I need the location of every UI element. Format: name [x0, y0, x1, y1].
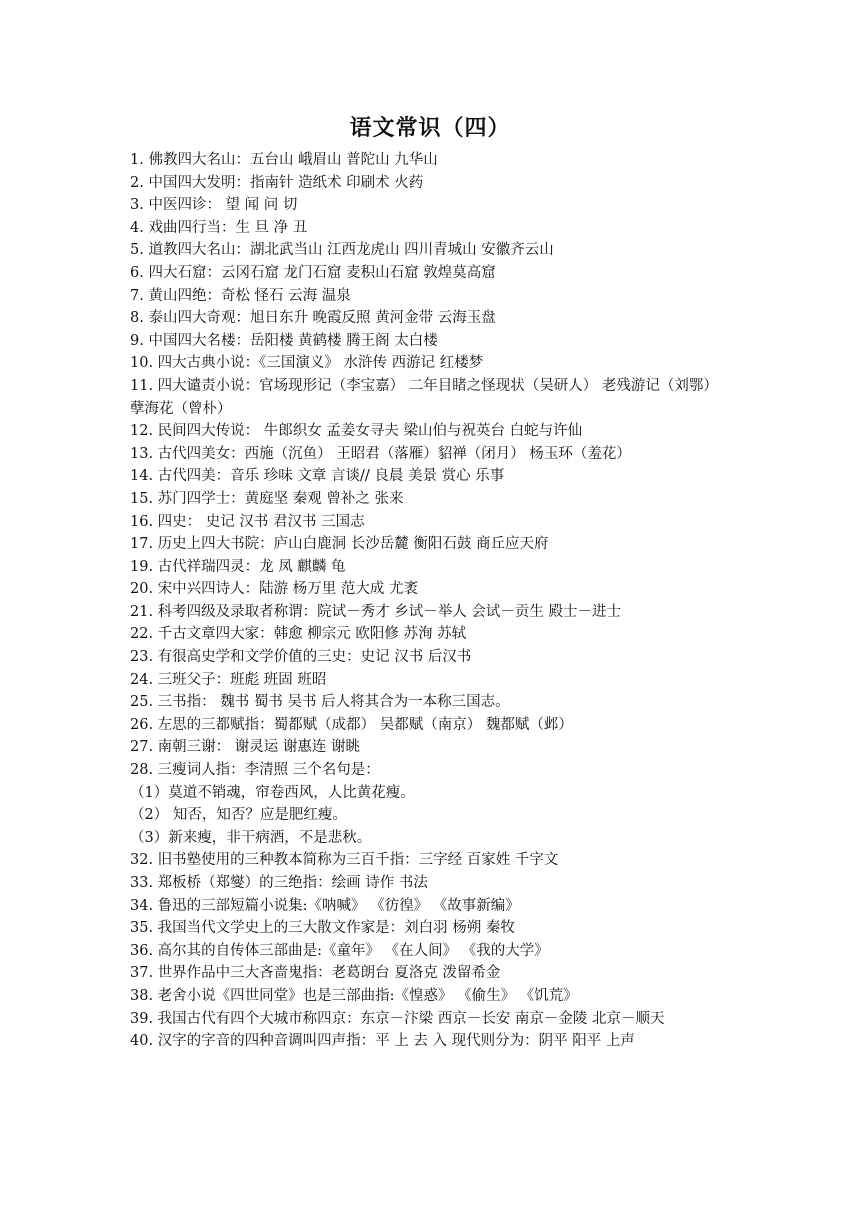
- list-item: 27. 南朝三谢： 谢灵运 谢惠连 谢眺: [130, 739, 360, 756]
- list-item: 25. 三书指： 魏书 蜀书 吴书 后人将其合为一本称三国志。: [130, 694, 510, 711]
- list-item: 23. 有很高史学和文学价值的三史：史记 汉书 后汉书: [130, 649, 472, 666]
- list-item: 36. 高尔其的自传体三部曲是:《童年》 《在人间》 《我的大学》: [130, 942, 549, 959]
- list-item: 16. 四史： 史记 汉书 君汉书 三国志: [130, 513, 365, 530]
- list-item: 3. 中医四诊： 望 闻 问 切: [130, 197, 298, 214]
- list-item: 34. 鲁迅的三部短篇小说集:《呐喊》 《彷徨》 《故事新编》: [130, 897, 520, 914]
- list-item: 26. 左思的三都赋指：蜀都赋（成都） 吴都赋（南京） 魏都赋（邺）: [130, 716, 573, 733]
- list-item: 17. 历史上四大书院：庐山白鹿洞 长沙岳麓 衡阳石鼓 商丘应天府: [130, 536, 549, 553]
- list-item: 21. 科考四级及录取者称谓：院试－秀才 乡试－举人 会试－贡生 殿士－进士: [130, 603, 621, 620]
- list-item: 12. 民间四大传说： 牛郎织女 孟姜女寻夫 梁山伯与祝英台 白蛇与许仙: [130, 423, 583, 440]
- list-item: 11. 四大谴责小说：官场现形记（李宝嘉） 二年目睹之怪现状（吴研人） 老残游记（刘鄂）: [130, 377, 718, 394]
- list-item: 22. 千古文章四大家：韩愈 柳宗元 欧阳修 苏洵 苏轼: [130, 626, 467, 643]
- list-item: 6. 四大石窟：云冈石窟 龙门石窟 麦积山石窟 敦煌莫高窟: [130, 264, 496, 281]
- list-item: 7. 黄山四绝：奇松 怪石 云海 温泉: [130, 287, 351, 304]
- list-item: 5. 道教四大名山：湖北武当山 江西龙虎山 四川青城山 安徽齐云山: [130, 242, 554, 259]
- list-item: 39. 我国古代有四个大城市称四京：东京－汴梁 西京－长安 南京－金陵 北京－顺天: [130, 1010, 665, 1027]
- list-item: 10. 四大古典小说：《三国演义》 水浒传 西游记 红楼梦: [130, 355, 484, 372]
- list-item: 1. 佛教四大名山：五台山 峨眉山 普陀山 九华山: [130, 152, 438, 168]
- list-item: 35. 我国当代文学史上的三大散文作家是：刘白羽 杨朔 秦牧: [130, 920, 515, 937]
- list-item: 38. 老舍小说《四世同堂》也是三部曲指:《惶惑》 《偷生》 《饥荒》: [130, 987, 578, 1004]
- list-item: 8. 泰山四大奇观：旭日东升 晚霞反照 黄河金带 云海玉盘: [130, 310, 496, 327]
- list-item: 28. 三瘦词人指：李清照 三个名句是：: [130, 762, 380, 779]
- list-item: 2. 中国四大发明：指南针 造纸术 印刷术 火药: [130, 174, 424, 191]
- list-item: （2） 知否，知否？应是肥红瘦。: [130, 807, 347, 824]
- list-item: 32. 旧书塾使用的三种教本简称为三百千指：三字经 百家姓 千字文: [130, 852, 559, 869]
- list-item: 4. 戏曲四行当：生 旦 净 丑: [130, 219, 308, 236]
- document-title: 语文常识（四）: [349, 115, 511, 141]
- list-item: 40. 汉字的字音的四种音调叫四声指：平 上 去 入 现代则分为：阴平 阳平 上声: [130, 1033, 635, 1050]
- document-body: [130, 149, 734, 1053]
- list-item: 9. 中国四大名楼：岳阳楼 黄鹤楼 腾王阁 太白楼: [130, 332, 438, 349]
- list-item: 15. 苏门四学士：黄庭坚 秦观 曾补之 张来: [130, 490, 404, 507]
- list-item: 37. 世界作品中三大吝啬鬼指：老葛朗台 夏洛克 泼留希金: [130, 965, 501, 982]
- list-item: 24. 三班父子：班彪 班固 班昭: [130, 671, 327, 688]
- list-item: 14. 古代四美：音乐 珍味 文章 言谈// 良晨 美景 赏心 乐事: [130, 468, 505, 485]
- list-item: 13. 古代四美女：西施（沉鱼） 王昭君（落雁）貂禅（闭月） 杨玉环（羞花）: [130, 445, 631, 462]
- list-item: （1）莫道不销魂，帘卷西风，人比黄花瘦。: [130, 784, 415, 801]
- list-item: 33. 郑板桥（郑燮）的三绝指：绘画 诗作 书法: [130, 875, 428, 891]
- list-item: 19. 古代祥瑞四灵：龙 凤 麒麟 龟: [130, 558, 346, 575]
- list-item: 20. 宋中兴四诗人：陆游 杨万里 范大成 尤袤: [130, 581, 418, 598]
- list-item: 孽海花（曾朴）: [130, 400, 232, 417]
- list-item: （3）新来瘦，非干病酒，不是悲秋。: [130, 829, 372, 846]
